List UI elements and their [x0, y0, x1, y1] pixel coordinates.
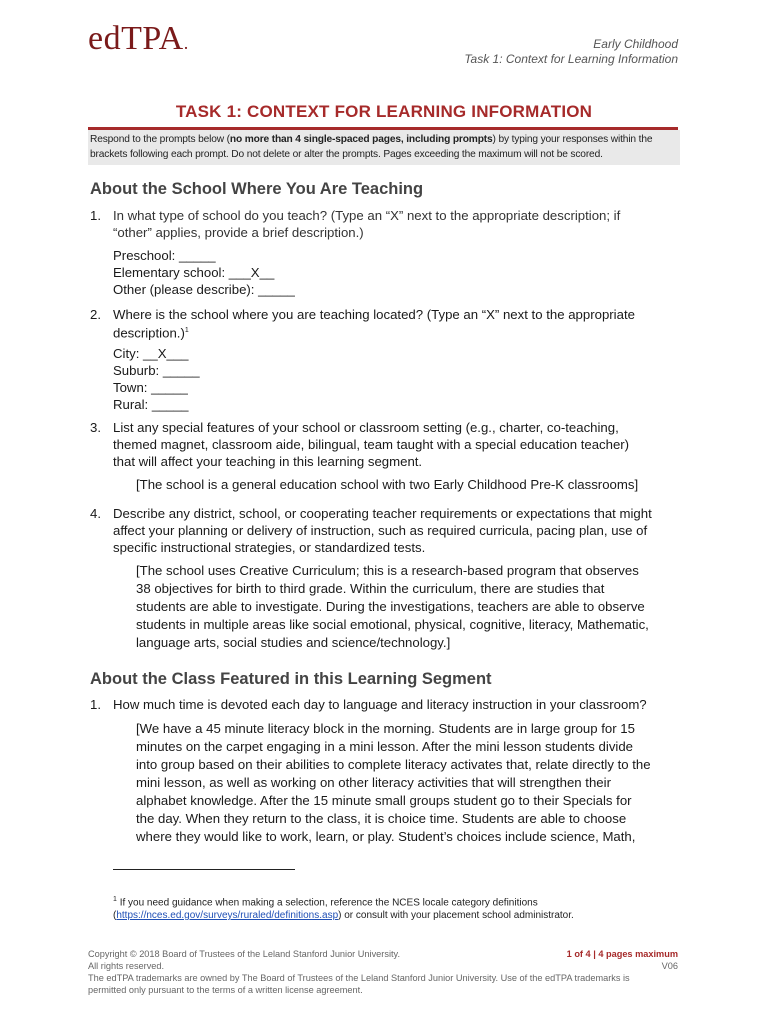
answer-text: 38 objectives for birth to third grade. Within the curriculum, there are studies that: [136, 581, 605, 596]
answer-option: Suburb: _____: [113, 363, 200, 378]
answer-text: the day. When they return to the class, it is choice time. Students are able to choose: [136, 811, 627, 826]
answer-option: Preschool: _____: [113, 248, 216, 263]
answer-text: [We have a 45 minute literacy block in the morning. Students are in large group for 15: [136, 721, 635, 736]
answer-text: where they would like to work, learn, or play. Student’s choices include science, Math,: [136, 829, 636, 844]
header-task-label: Task 1: Context for Learning Information: [464, 52, 678, 66]
footnote: $^1$ If you need guidance when making a selection, reference the NCES locale category definitions: [113, 896, 538, 909]
answer-text: minutes on the carpet engaging in a mini lesson. After the mini lesson students divide: [136, 739, 634, 754]
answer-text: mini lesson, as well as working on other literacy activities that will strengthen their: [136, 775, 611, 790]
answer-text: students are able to investigate. During the investigations, teachers are able to observe: [136, 599, 645, 614]
answer-option: Other (please describe): _____: [113, 282, 295, 297]
question-text: “other” applies, provide a brief description.): [113, 225, 364, 240]
section-heading-class: About the Class Featured in this Learning Segment: [90, 670, 492, 688]
question-text: Describe any district, school, or cooperating teacher requirements or expectations that might: [113, 506, 652, 521]
question-text: List any special features of your school or classroom setting (e.g., charter, co-teaching,: [113, 420, 619, 435]
question-number: 1.: [90, 697, 101, 712]
question-text: that will affect your teaching in this learning segment.: [113, 454, 423, 469]
footer-copyright: Copyright © 2018 Board of Trustees of the Leland Stanford Junior University.: [88, 949, 400, 959]
answer-option: City: __X___: [113, 346, 189, 361]
question-text: Where is the school where you are teaching located? (Type an “X” next to the appropriate: [113, 307, 635, 322]
answer-text: alphabet knowledge. After the 15 minute small groups student go to their Specials for: [136, 793, 632, 808]
page-indicator: [567, 948, 678, 972]
answer-text: [The school is a general education school with two Early Childhood Pre-K classrooms]: [136, 477, 639, 492]
instructions-box: Respond to the prompts below (no more than 4 single-spaced pages, including prompts) by typing your responses within the brackets following each prompt. Do not delete or alter the prompts. Pages exceeding the maximum will not be scored.: [88, 130, 680, 165]
question-number: 2.: [90, 307, 101, 322]
question-number: 1.: [90, 208, 101, 223]
question-number: 3.: [90, 420, 101, 435]
answer-text: language arts, social studies and science/technology.]: [136, 635, 451, 650]
nces-definitions-link[interactable]: https://nces.ed.gov/surveys/ruraled/definitions.asp: [116, 910, 339, 921]
answer-option: Rural: _____: [113, 397, 189, 412]
section-heading-school: About the School Where You Are Teaching: [90, 180, 424, 198]
version-label: V06: [661, 961, 678, 971]
footnote-divider: [113, 869, 295, 870]
footnote-line2: (https://nces.ed.gov/surveys/ruraled/definitions.asp) or consult with your placement school administrator.: [113, 910, 574, 921]
header-subject: Early Childhood: [593, 37, 678, 51]
edtpa-logo: edTPA.: [88, 20, 189, 57]
footer-rights: All rights reserved.: [88, 961, 165, 971]
question-text: How much time is devoted each day to language and literacy instruction in your classroom?: [113, 697, 647, 712]
question-text: specific instructional strategies, or standardized tests.: [113, 540, 426, 555]
answer-option: Town: _____: [113, 380, 188, 395]
footer-trademark-2: permitted only pursuant to the terms of a written license agreement.: [88, 985, 363, 995]
footer-trademark: The edTPA trademarks are owned by The Board of Trustees of the Leland Stanford Junior University. Use of the edTPA trademarks is: [88, 973, 630, 983]
page-title: TASK 1: CONTEXT FOR LEARNING INFORMATION: [175, 102, 593, 121]
answer-text: [The school uses Creative Curriculum; this is a research-based program that observes: [136, 563, 639, 578]
question-text: In what type of school do you teach? (Type an “X” next to the appropriate description; if: [113, 208, 621, 223]
question-number: 4.: [90, 506, 101, 521]
header-info: [464, 37, 678, 67]
page-count: 1 of 4 | 4 pages maximum: [566, 949, 678, 959]
question-text: affect your planning or delivery of instruction, such as required curricula, pacing plan, use of: [113, 523, 648, 538]
answer-option: Elementary school: ___X__: [113, 265, 275, 280]
answer-text: into group based on their abilities to complete literacy activates that, relate directly to the: [136, 757, 651, 772]
answer-text: students in multiple areas like social emotional, physical, cognitive, literacy, Mathematic,: [136, 617, 649, 632]
question-text: description.)$^1$: [113, 325, 189, 341]
question-text: themed magnet, classroom aide, bilingual, team taught with a special education teacher): [113, 437, 630, 452]
